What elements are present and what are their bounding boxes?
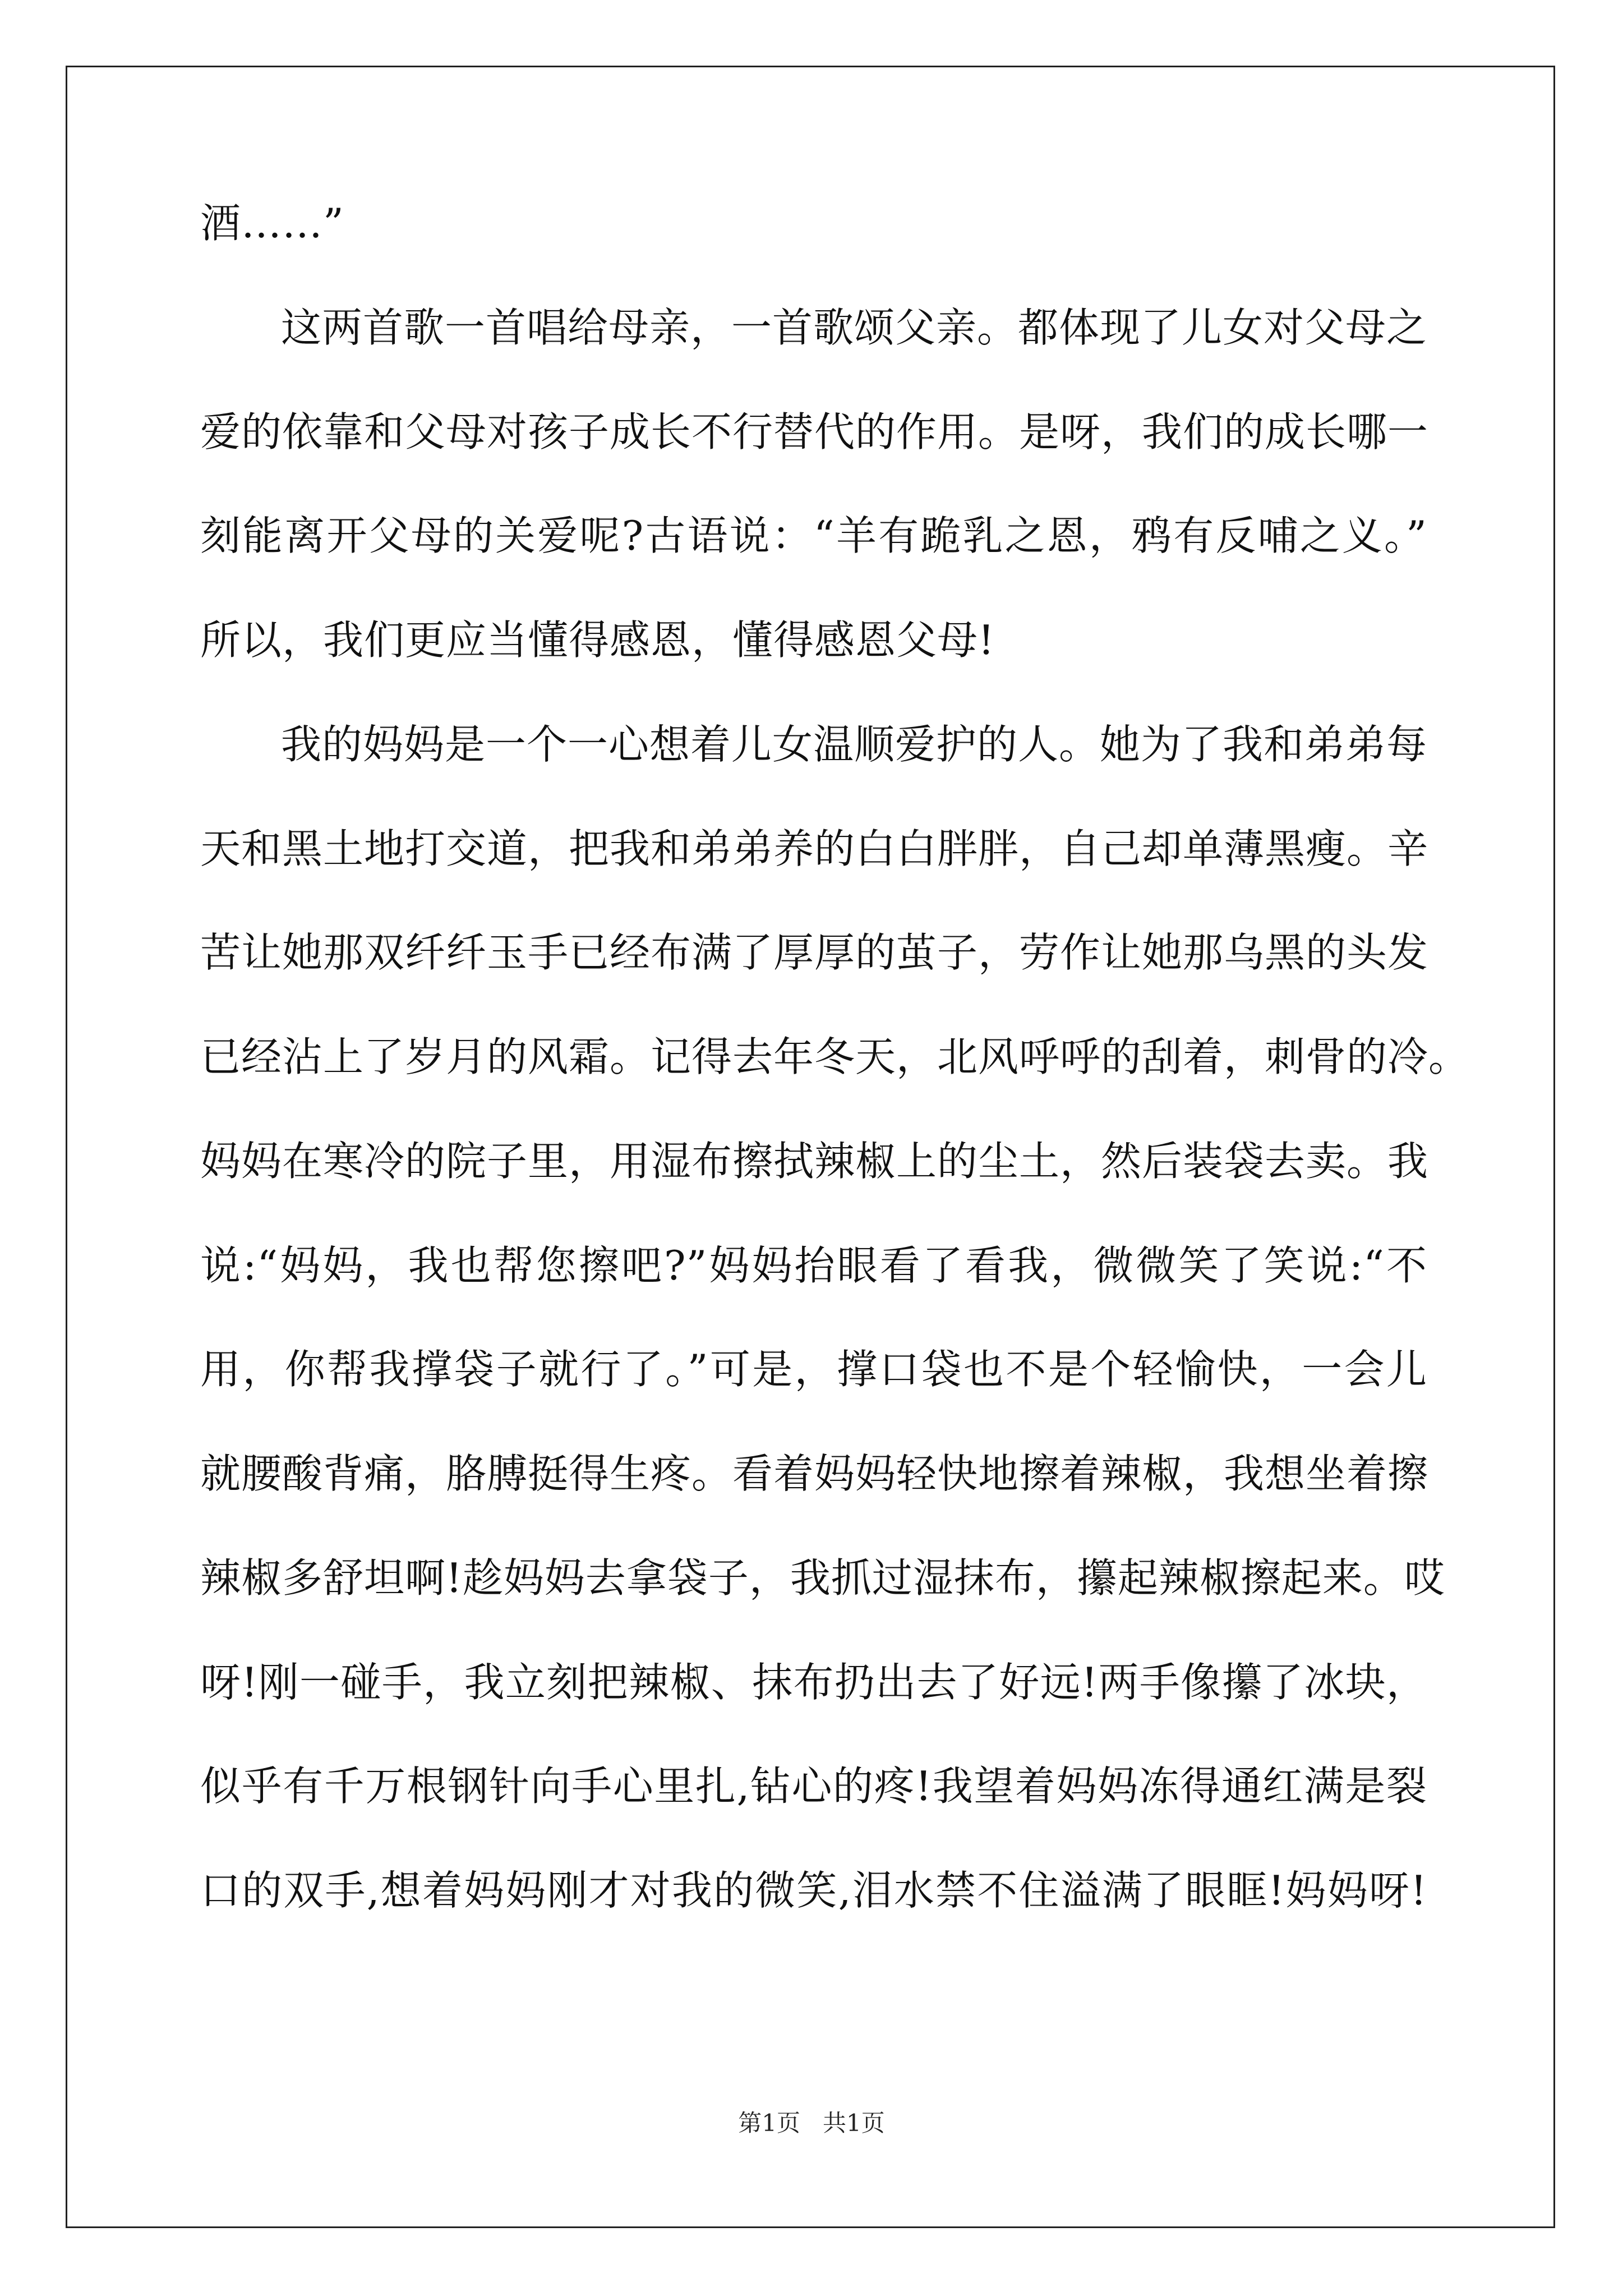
text-line: 辣椒多舒坦啊!趁妈妈去拿袋子，我抓过湿抹布，攥起辣椒擦起来。哎 bbox=[200, 1554, 1445, 1602]
text-line: 口的双手,想着妈妈刚才对我的微笑,泪水禁不住溢满了眼眶!妈妈呀! bbox=[200, 1867, 1427, 1914]
page-number: 第1页 bbox=[738, 2109, 800, 2137]
text-line: 用，你帮我撑袋子就行了。”可是，撑口袋也不是个轻愉快，一会儿 bbox=[200, 1346, 1427, 1393]
text-line: 所以，我们更应当懂得感恩，懂得感恩父母! bbox=[200, 616, 995, 664]
text-line: 说:“妈妈，我也帮您擦吧?”妈妈抬眼看了看我，微微笑了笑说:“不 bbox=[200, 1242, 1427, 1289]
text-line: 已经沾上了岁月的风霜。记得去年冬天，北风呼呼的刮着，刺骨的冷。 bbox=[200, 1033, 1470, 1080]
text-line: 就腰酸背痛，胳膊挺得生疼。看着妈妈轻快地擦着辣椒，我想坐着擦 bbox=[200, 1450, 1429, 1497]
text-line: 妈妈在寒冷的院子里，用湿布擦拭辣椒上的尘土，然后装袋去卖。我 bbox=[200, 1138, 1429, 1185]
page-total: 共1页 bbox=[823, 2109, 885, 2137]
text-line: 刻能离开父母的关爱呢?古语说：“羊有跪乳之恩，鸦有反哺之义。” bbox=[200, 512, 1427, 559]
text-line: 似乎有千万根钢针向手心里扎,钻心的疼!我望着妈妈冻得通红满是裂 bbox=[200, 1763, 1427, 1810]
text-line: 天和黑土地打交道，把我和弟弟养的白白胖胖，自己却单薄黑瘦。辛 bbox=[200, 825, 1429, 872]
text-line: 爱的依靠和父母对孩子成长不行替代的作用。是呀，我们的成长哪一 bbox=[200, 408, 1429, 455]
text-line: 酒……” bbox=[200, 200, 344, 247]
text-line: 苦让她那双纤纤玉手已经布满了厚厚的茧子，劳作让她那乌黑的头发 bbox=[200, 929, 1429, 976]
page-footer bbox=[0, 2106, 1623, 2140]
text-line: 呀!刚一碰手，我立刻把辣椒、抹布扔出去了好远!两手像攥了冰块， bbox=[200, 1659, 1427, 1706]
paragraph-start-line: 这两首歌一首唱给母亲，一首歌颂父亲。都体现了儿女对父母之 bbox=[281, 304, 1428, 351]
paragraph-start-line: 我的妈妈是一个一心想着儿女温顺爱护的人。她为了我和弟弟每 bbox=[281, 721, 1428, 768]
